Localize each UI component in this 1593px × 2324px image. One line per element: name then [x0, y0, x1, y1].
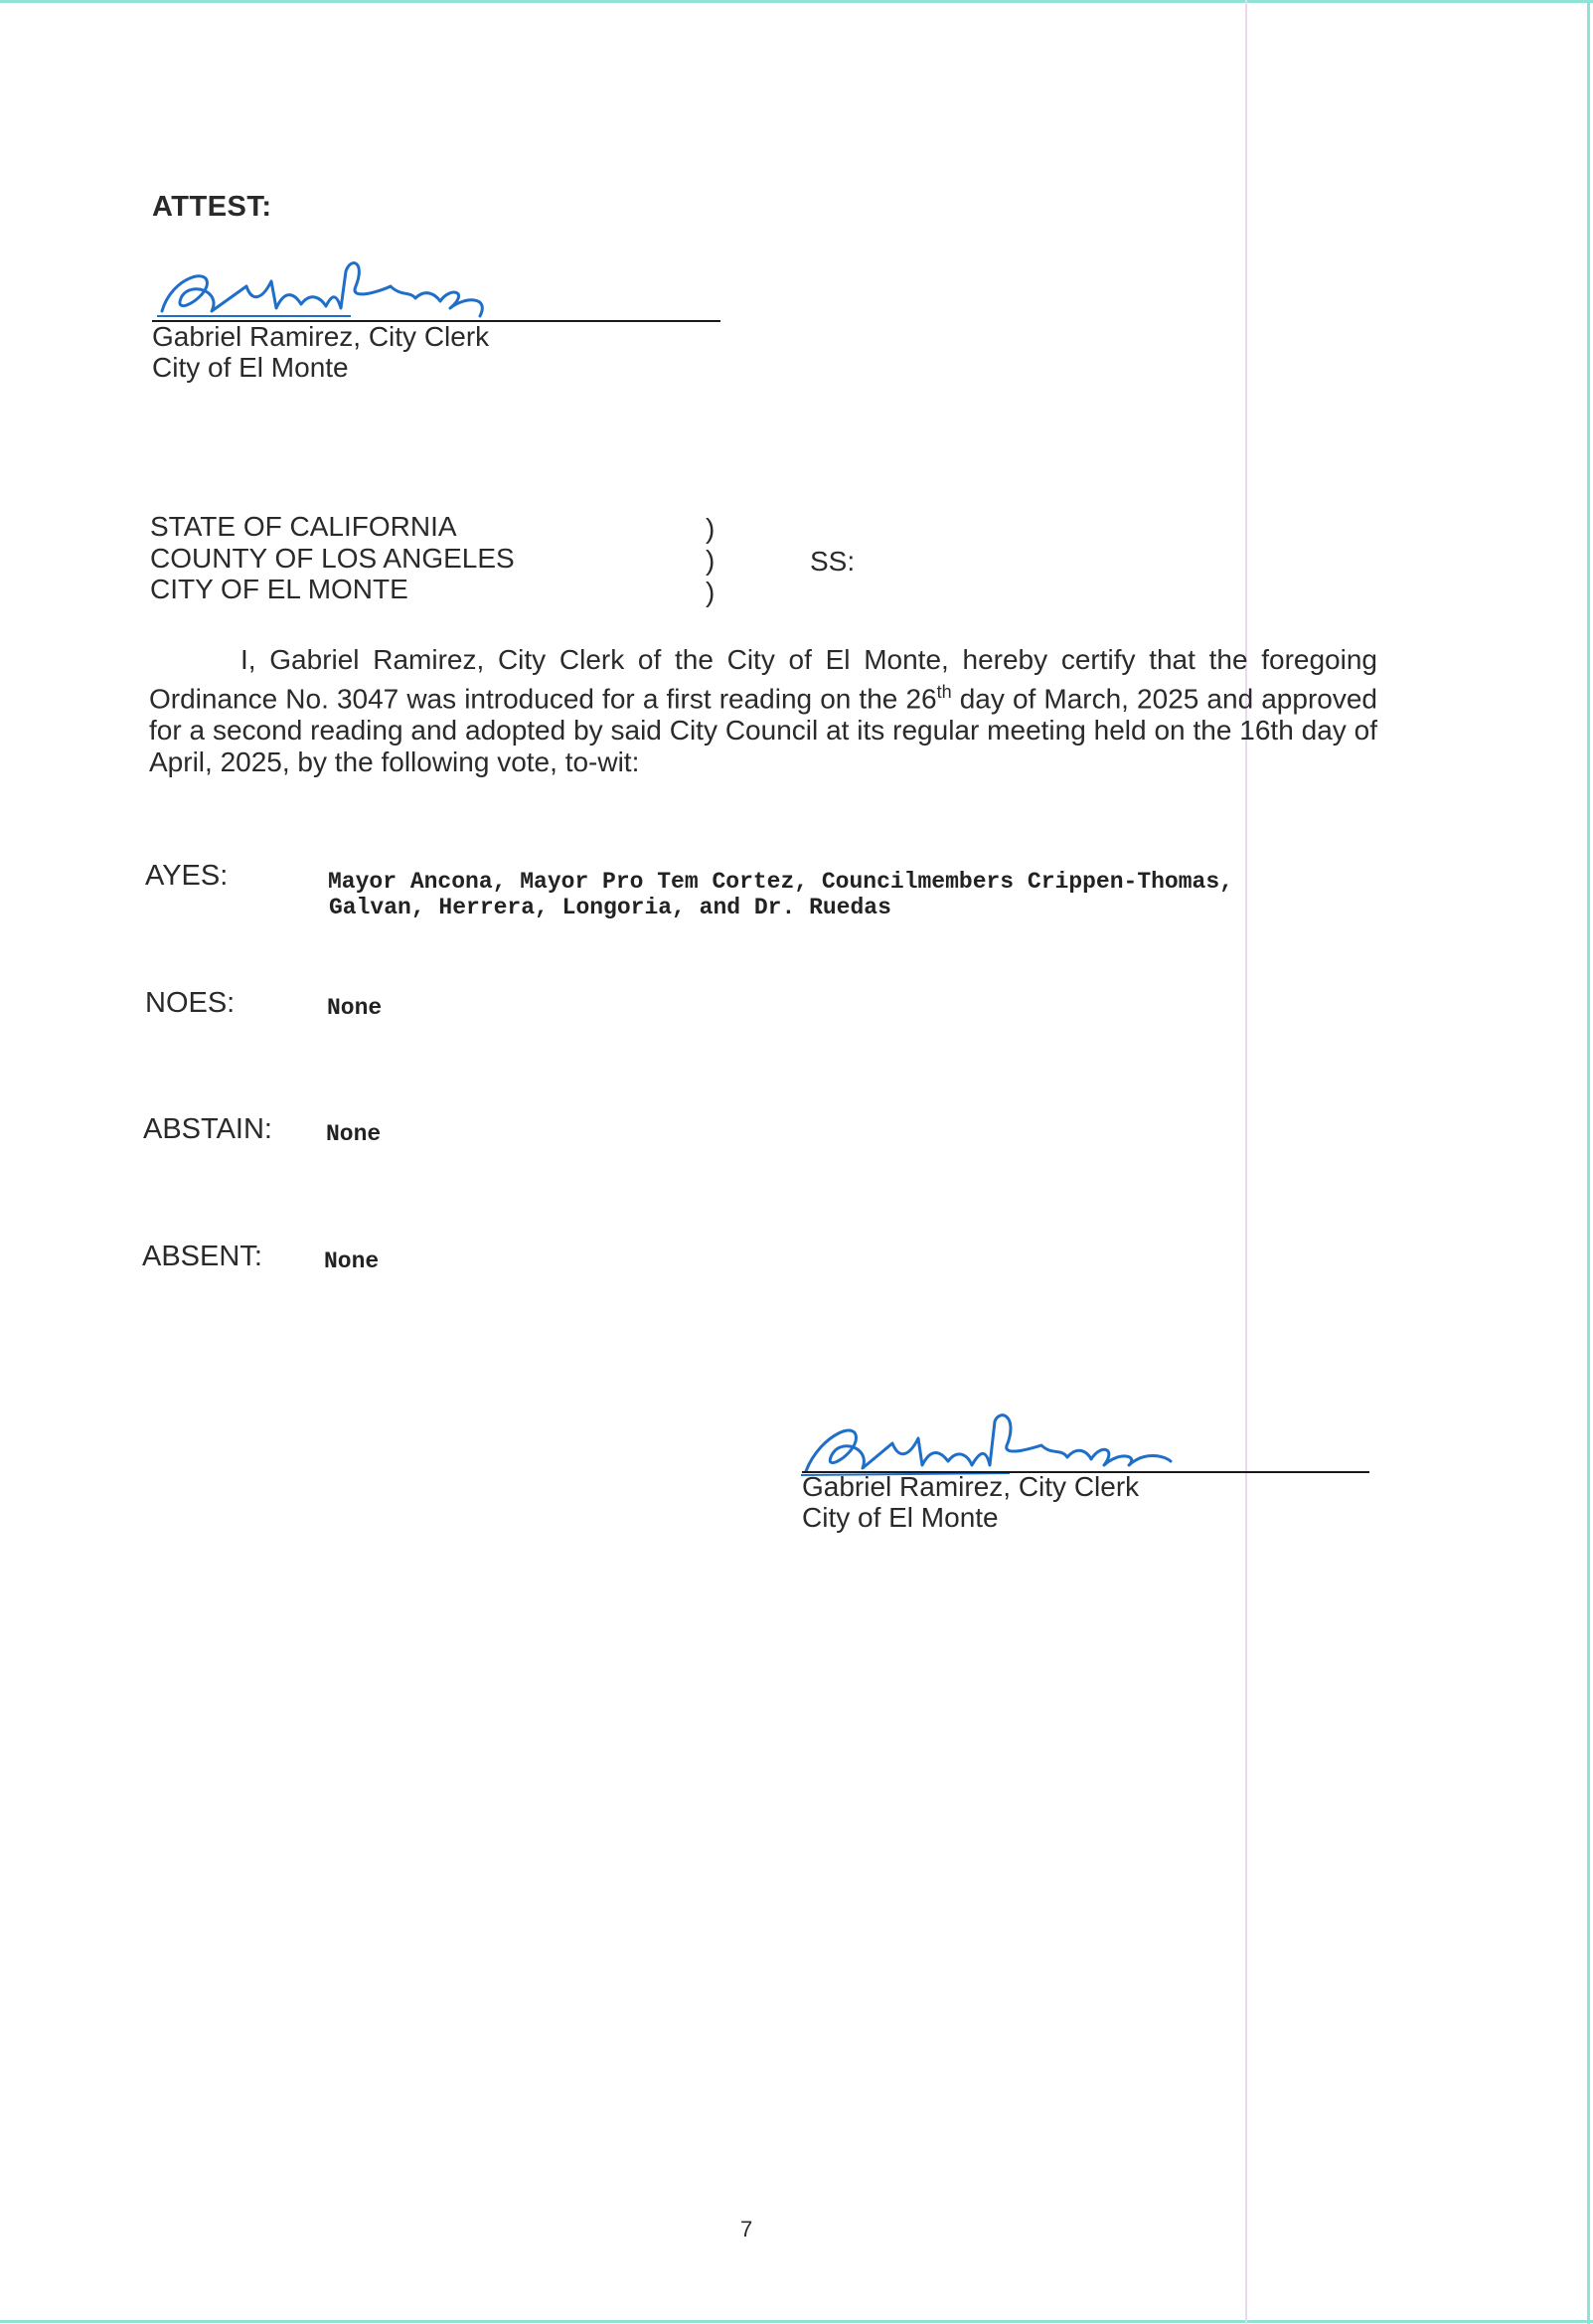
noes-value: None	[327, 995, 383, 1021]
clerk-signature-top	[152, 247, 510, 326]
clerk-name-title-top: Gabriel Ramirez, City Clerk	[152, 321, 490, 352]
paren-1: )	[706, 513, 716, 544]
clerk-city-bottom: City of El Monte	[802, 1502, 999, 1533]
absent-label: ABSENT:	[142, 1241, 262, 1272]
ayes-names-line2: Galvan, Herrera, Longoria, and Dr. Ruedas	[329, 895, 891, 920]
ayes-names-line1: Mayor Ancona, Mayor Pro Tem Cortez, Councilmembers Crippen-Thomas,	[328, 869, 1233, 895]
scan-line-artifact	[1245, 0, 1247, 2324]
certification-paragraph	[149, 644, 1377, 778]
abstain-value: None	[326, 1121, 382, 1147]
ordinal-suffix: th	[936, 682, 952, 702]
noes-label: NOES:	[145, 987, 236, 1019]
abstain-label: ABSTAIN:	[143, 1113, 272, 1145]
county-line: COUNTY OF LOS ANGELES	[150, 543, 515, 574]
attest-heading: ATTEST:	[152, 191, 272, 223]
scan-border-top	[0, 0, 1593, 3]
paren-3: )	[706, 577, 716, 607]
paren-2: )	[706, 545, 716, 576]
certification-text-1: I, Gabriel Ramirez, City Clerk of the City of El Monte, hereby certify that the foregoing Ordinance No. 3047 was introduced for a first reading on the 26	[149, 644, 1377, 715]
ss-label: SS:	[810, 546, 856, 577]
state-line: STATE OF CALIFORNIA	[150, 511, 457, 542]
scan-border-bottom	[0, 2320, 1593, 2323]
clerk-name-title-bottom: Gabriel Ramirez, City Clerk	[802, 1471, 1140, 1502]
absent-value: None	[324, 1248, 380, 1274]
scan-border-right	[1587, 0, 1590, 2324]
certification-text-2: day of March, 2025 and approved for a second reading and adopted by said City Council at its regular meeting held on the 16th day of April, 2025, by the following vote, to-wit:	[149, 683, 1377, 778]
city-line: CITY OF EL MONTE	[150, 574, 408, 604]
clerk-city-top: City of El Monte	[152, 352, 349, 383]
ayes-label: AYES:	[145, 860, 229, 892]
page-number: 7	[740, 2217, 753, 2241]
